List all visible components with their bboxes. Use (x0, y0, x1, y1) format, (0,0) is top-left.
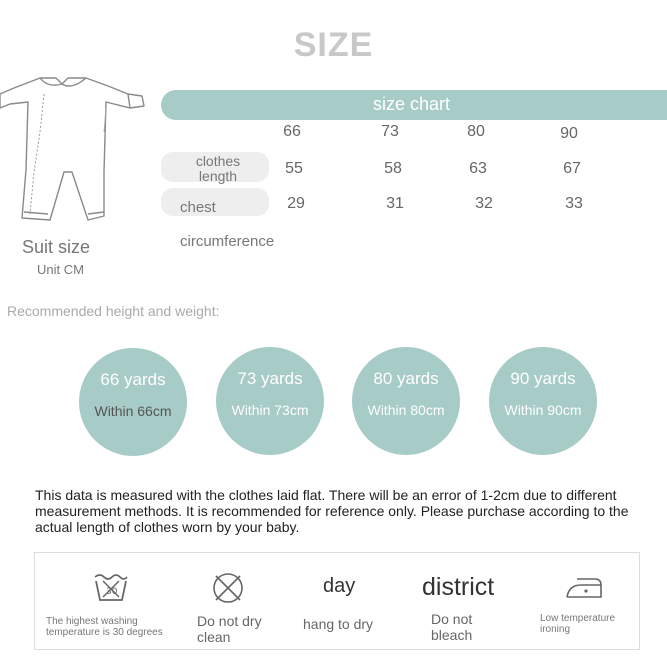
unit-label: Unit CM (37, 262, 84, 277)
size-circle-90 (489, 347, 597, 455)
suit-size-label: Suit size (22, 237, 91, 257)
circle-yards: 73 yards (237, 369, 303, 388)
table-cell: 31 (386, 195, 404, 212)
no-dry-clean-icon (211, 571, 245, 605)
page-title: SIZE (293, 26, 374, 64)
care-label-bleach: Do not bleach (431, 611, 473, 643)
row-label-chest-circumference: chest circumference (180, 199, 275, 250)
size-header-90: 90 (560, 125, 578, 142)
table-cell: 55 (285, 160, 303, 177)
size-header-73: 73 (381, 123, 399, 140)
wash-30-icon (93, 571, 129, 603)
table-cell: 33 (565, 195, 583, 212)
size-header-66: 66 (283, 123, 301, 140)
table-cell: 63 (469, 160, 487, 177)
care-label-iron: Low temperature ironing (540, 613, 616, 635)
care-heading-district: district (422, 573, 495, 601)
care-instructions-panel (34, 552, 640, 650)
size-header-80: 80 (467, 123, 485, 140)
care-label-dry-clean: Do not dry clean (197, 613, 262, 645)
circle-within: Within 90cm (504, 402, 582, 418)
row-label-clothes-length: clothes length (195, 153, 241, 184)
circle-yards: 90 yards (510, 369, 576, 388)
circle-within: Within 80cm (367, 402, 445, 418)
iron-low-icon (565, 575, 603, 601)
recommended-heading: Recommended height and weight: (7, 303, 220, 319)
size-circle-66 (79, 348, 187, 456)
table-cell: 58 (384, 160, 402, 177)
care-heading-day: day (323, 575, 356, 597)
circle-within: Within 66cm (94, 403, 172, 419)
table-cell: 32 (475, 195, 493, 212)
measurement-note: This data is measured with the clothes laid flat. There will be an error of 1-2cm due to different measurement methods. It is recommended for reference only. Please purchase according to the actual length of clothes worn by your baby. (35, 487, 629, 535)
care-label-wash: The highest washing temperature is 30 degrees (46, 616, 163, 638)
circle-within: Within 73cm (231, 402, 309, 418)
svg-text:30: 30 (106, 587, 118, 597)
circle-yards: 80 yards (373, 369, 439, 388)
size-chart-header (161, 90, 667, 120)
size-chart-title: size chart (373, 94, 451, 114)
care-label-hang-dry: hang to dry (303, 616, 374, 632)
table-cell: 29 (287, 195, 305, 212)
romper-illustration-icon (0, 72, 150, 232)
size-circle-80 (352, 347, 460, 455)
size-circle-73 (216, 347, 324, 455)
circle-yards: 66 yards (100, 370, 166, 389)
table-cell: 67 (563, 160, 581, 177)
